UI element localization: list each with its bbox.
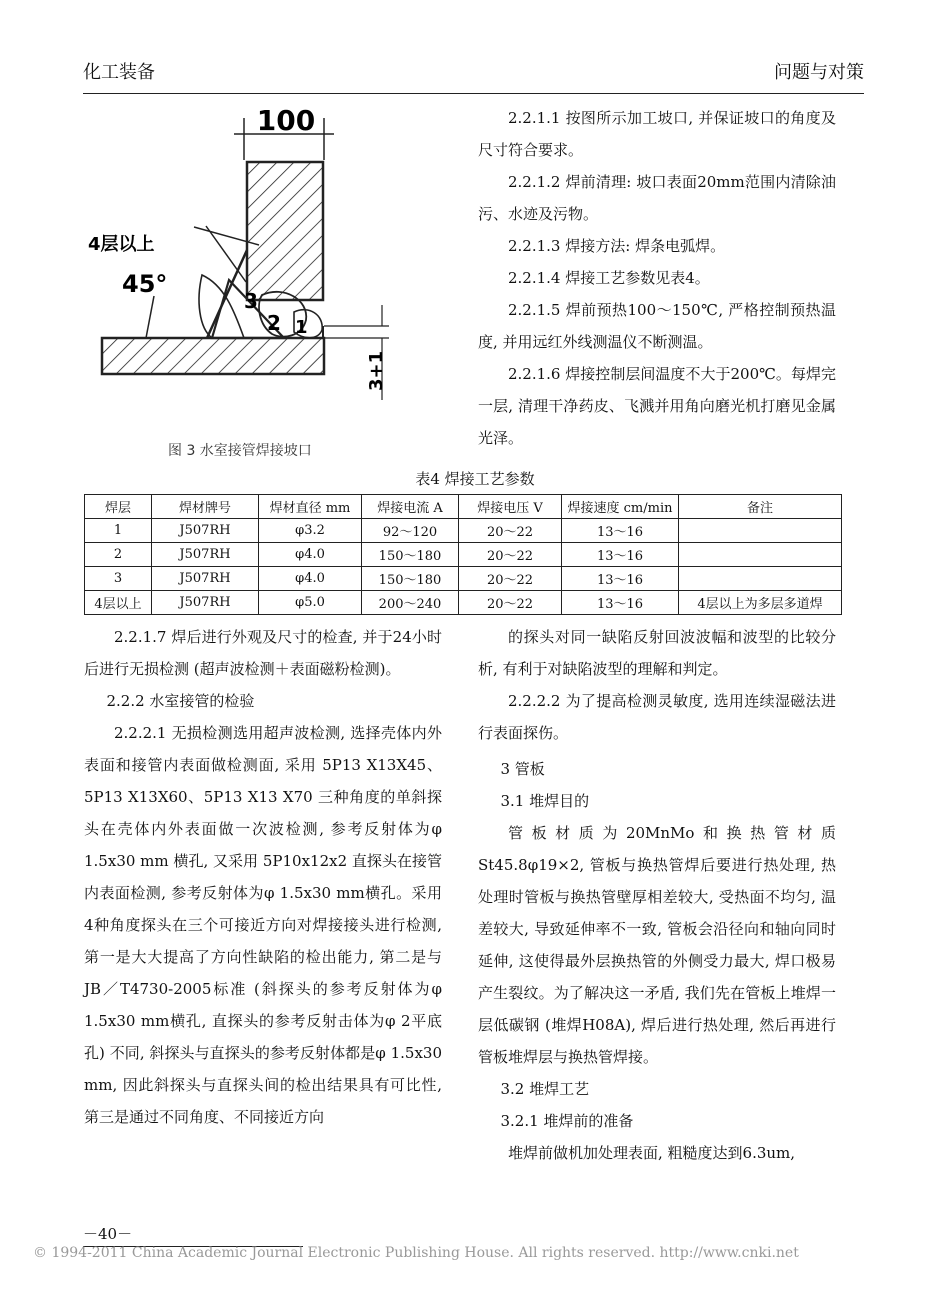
paragraph: 2.2.1.1 按图所示加工坡口, 并保证坡口的角度及尺寸符合要求。 bbox=[478, 109, 836, 159]
table-cell: 150～180 bbox=[362, 543, 459, 567]
table-cell: 2 bbox=[85, 543, 152, 567]
table-row bbox=[85, 519, 842, 543]
label-4-layers: 4层以上 bbox=[88, 234, 155, 255]
copyright-notice: © 1994-2011 China Academic Journal Electronic Publishing House. All rights reserved. http://www.cnki.net bbox=[33, 1245, 799, 1261]
paragraph: 2.2.1.6 焊接控制层间温度不大于200℃。每焊完一层, 清理干净药皮、飞溅并用角向磨光机打磨见金属光泽。 bbox=[478, 365, 836, 447]
table-cell: 200～240 bbox=[362, 591, 459, 615]
table-cell: 13～16 bbox=[562, 519, 679, 543]
table-cell bbox=[679, 567, 842, 591]
section-heading: 3 管板 bbox=[500, 760, 545, 778]
bead-label-3: 3 bbox=[244, 289, 258, 313]
bead-label-1: 1 bbox=[295, 317, 308, 338]
paragraph: 2.2.1.7 焊后进行外观及尺寸的检查, 并于24小时后进行无损检测 (超声波检测＋表面磁粉检测)。 bbox=[84, 628, 442, 678]
table-cell: 20～22 bbox=[459, 591, 562, 615]
table-cell: 3 bbox=[85, 567, 152, 591]
table-row bbox=[85, 543, 842, 567]
table-cell: φ4.0 bbox=[259, 567, 362, 591]
paragraph: 2.2.2.2 为了提高检测灵敏度, 选用连续湿磁法进行表面探伤。 bbox=[478, 692, 836, 742]
paragraph: 2.2.1.4 焊接工艺参数见表4。 bbox=[508, 269, 710, 287]
paragraph: 2.2.1.2 焊前清理: 坡口表面20mm范围内清除油污、水迹及污物。 bbox=[478, 173, 836, 223]
paragraph: 管板材质为20MnMo和换热管材质St45.8φ19×2, 管板与换热管焊后要进行热处理, 热处理时管板与换热管壁厚相差较大, 受热面不均匀, 温差较大, 导致延伸率不一致, 管板会沿径向和轴向同时延伸, 这使得最外层换热管的外侧受力最大, 焊口极易产生裂纹。为了解决这一矛盾, 我们先在管板上堆焊一层低碳钢 (堆焊H08A), 焊后进行热处理, 然后再进行管板堆焊层与换热管焊接。 bbox=[478, 824, 836, 1066]
column-header: 焊接电压 V bbox=[459, 495, 562, 519]
table-cell: J507RH bbox=[152, 567, 259, 591]
label-45-degree: 45° bbox=[122, 270, 168, 298]
paragraph: 2.2.2.1 无损检测选用超声波检测, 选择壳体内外表面和接管内表面做检测面, 采用 5P13 X13X45、5P13 X13X60、5P13 X13 X70 三种角度的单斜探头在壳体内外表面做一次波检测, 参考反射体为φ 1.5x30 mm 横孔, 又采用 5P10x12x2 直探头在接管内表面检测, 参考反射体为φ 1.5x30 mm横孔。采用4种角度探头在三个可接近方向对焊接接头进行检测, 第一是大大提高了方向性缺陷的检出能力, 第二是与 JB／T4730-2005标准 (斜探头的参考反射体为φ 1.5x30 mm横孔, 直探头的参考反射击体为φ 2平底孔) 不同, 斜探头与直探头的参考反射体都是φ 1.5x30 mm, 因此斜探头与直探头间的检出结果具有可比性, 第三是通过不同角度、不同接近方向 bbox=[84, 724, 442, 1126]
column-header: 焊层 bbox=[85, 495, 152, 519]
table-cell bbox=[679, 519, 842, 543]
table-cell: 150～180 bbox=[362, 567, 459, 591]
table-caption: 表4 焊接工艺参数 bbox=[415, 470, 535, 488]
page-number: －40－ bbox=[83, 1225, 133, 1243]
table-cell: J507RH bbox=[152, 543, 259, 567]
left-column-bottom bbox=[84, 621, 442, 1133]
table-cell: φ3.2 bbox=[259, 519, 362, 543]
header-rule bbox=[83, 93, 864, 94]
section-heading: 3.1 堆焊目的 bbox=[500, 792, 590, 810]
paragraph: 堆焊前做机加处理表面, 粗糙度达到6.3um, bbox=[508, 1144, 796, 1162]
label-gap-3-plus-1: 3+1 bbox=[366, 350, 387, 391]
table-cell: J507RH bbox=[152, 591, 259, 615]
section-heading: 2.2.2 水室接管的检验 bbox=[106, 692, 255, 710]
table-row bbox=[85, 567, 842, 591]
table-cell: 20～22 bbox=[459, 519, 562, 543]
table-cell: φ4.0 bbox=[259, 543, 362, 567]
paragraph: 2.2.1.5 焊前预热100～150℃, 严格控制预热温度, 并用远红外线测温仪不断测温。 bbox=[478, 301, 836, 351]
table-cell: 20～22 bbox=[459, 543, 562, 567]
column-header: 焊接速度 cm/min bbox=[562, 495, 679, 519]
table-cell: φ5.0 bbox=[259, 591, 362, 615]
table-cell: 13～16 bbox=[562, 591, 679, 615]
right-column-top bbox=[478, 102, 836, 454]
table-row bbox=[85, 591, 842, 615]
header-section-title: 问题与对策 bbox=[774, 62, 864, 83]
shell-plate bbox=[102, 338, 324, 374]
column-header: 焊接电流 A bbox=[362, 495, 459, 519]
column-header: 焊材直径 mm bbox=[259, 495, 362, 519]
nozzle-wall bbox=[247, 162, 323, 300]
column-header: 焊材牌号 bbox=[152, 495, 259, 519]
column-header: 备注 bbox=[679, 495, 842, 519]
table-cell bbox=[679, 543, 842, 567]
section-heading: 3.2 堆焊工艺 bbox=[500, 1080, 590, 1098]
dimension-100-label: 100 bbox=[256, 104, 316, 137]
bead-label-2: 2 bbox=[267, 311, 281, 335]
table-cell: J507RH bbox=[152, 519, 259, 543]
table-cell: 13～16 bbox=[562, 543, 679, 567]
table-cell: 13～16 bbox=[562, 567, 679, 591]
table-cell: 1 bbox=[85, 519, 152, 543]
table-cell: 4层以上为多层多道焊 bbox=[679, 591, 842, 615]
section-heading: 3.2.1 堆焊前的准备 bbox=[500, 1112, 634, 1130]
table-cell: 4层以上 bbox=[85, 591, 152, 615]
table-cell: 20～22 bbox=[459, 567, 562, 591]
header-journal-title: 化工装备 bbox=[83, 62, 155, 83]
figure-caption: 图 3 水室接管焊接坡口 bbox=[168, 443, 312, 459]
table-header-row bbox=[85, 495, 842, 519]
paragraph: 2.2.1.3 焊接方法: 焊条电弧焊。 bbox=[508, 237, 726, 255]
weld-groove-figure bbox=[84, 100, 434, 440]
paragraph: 的探头对同一缺陷反射回波波幅和波型的比较分析, 有利于对缺陷波型的理解和判定。 bbox=[478, 628, 836, 678]
welding-parameters-table bbox=[84, 494, 842, 615]
table-cell: 92～120 bbox=[362, 519, 459, 543]
right-column-bottom bbox=[478, 621, 836, 1169]
